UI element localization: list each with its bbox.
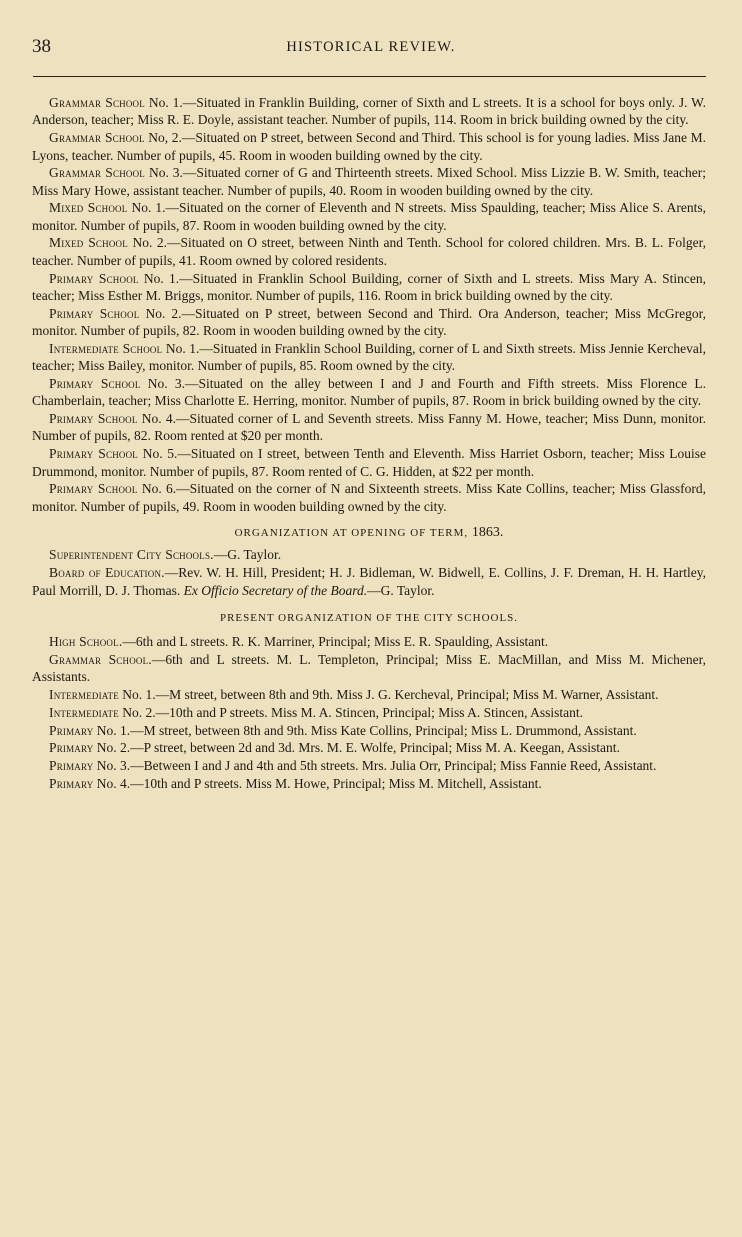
organization-year: 1863. [471,525,504,541]
board-italic: Ex Officio Secretary of the Board. [183,582,368,598]
entry-text: No. 1.—Situated in Franklin School Building, corner of Sixth and L streets. Miss Mary A. Stincen, teacher; Miss Esther M. Briggs, monitor. Number of pupils, 116. Room in brick building owned by the city. [32,270,706,303]
entry-text: No. 2.—Situated on O street, between Ninth and Tenth. School for colored children. Mrs. B. L. Folger, teacher. Number of pupils, 41. Room owned by colored residents. [32,235,706,268]
entry-text: No. 1.—Situated on the corner of Eleventh and N streets. Miss Spaulding, teacher; Miss Alice S. Arents, monitor. Number of pupils, 87. Room in wooden building owned by the city. [32,200,707,233]
organization-heading [32,524,706,542]
entry-text: No. 2.—Situated on P street, between Second and Third. Ora Anderson, teacher; Miss McGregor, monitor. Number of pupils, 82. Room in wooden building owned by the city. [32,305,707,339]
entry-text: No. 2.—P street, between 2d and 3d. Mrs. M. E. Wolfe, Principal; Miss M. A. Keegan, Assistant. [93,740,620,756]
list-item [32,704,706,721]
entry-text: No, 2.—Situated on P street, between Second and Third. This school is for young ladies. Miss Jane M. Lyons, teacher. Number of pupils, 45. Room in wooden building owned by the city. [32,130,706,163]
present-list [32,633,706,792]
entry-text: No. 3.—Situated on the alley between I and J and Fourth and Fifth streets. Miss Florence L. Chamberlain, teacher; Miss Charlotte E. Herring, monitor. Number of pupils, 87. Room in brick building owned by the city. [32,375,706,409]
board-paragraph [32,564,706,599]
entry-text: No. 4.—10th and P streets. Miss M. Howe, Principal; Miss M. Mitchell, Assistant. [93,775,542,791]
board-text: —Rev. W. H. Hill, President; H. J. Bidleman, W. Bidwell, E. Collins, J. F. Dreman, H. H. Hartley, Paul Morrill, D. J. Thomas. [32,565,706,598]
entry-label: Mixed School [49,200,128,216]
entry-text: No. 1.—Situated in Franklin Building, corner of Sixth and L streets. It is a school for boys only. J. W. Anderson, teacher; Miss R. E. Doyle, assistant teacher. Number of pupils, 114. Room in brick building owned by the city. [32,95,706,128]
list-item [32,94,706,129]
entry-label: Intermediate School [49,340,163,356]
entry-label: Primary School [49,375,141,391]
list-item [32,234,706,269]
board-label: Board of Education. [49,565,165,581]
list-item [32,199,706,234]
list-item [32,775,706,792]
entry-text: No. 1.—M street, between 8th and 9th. Miss J. G. Kercheval, Principal; Miss M. Warner, Assistant. [118,687,659,703]
list-item [32,633,706,650]
superintendent-paragraph [32,546,706,563]
entry-label: Intermediate [49,687,119,703]
entry-label: Primary [49,757,94,773]
entry-text: —6th and L streets. M. L. Templeton, Principal; Miss E. MacMillan, and Miss M. Michener, Assistants. [32,652,706,685]
schools-list [32,94,706,515]
entry-label: Mixed School [49,235,128,251]
list-item [32,739,706,756]
entry-text: No. 3.—Between I and J and 4th and 5th streets. Mrs. Julia Orr, Principal; Miss Fannie Reed, Assistant. [93,757,657,773]
header-rule [33,76,706,77]
entry-label: Grammar School. [49,652,152,668]
list-item [32,270,706,305]
list-item [32,757,706,774]
list-item [32,480,706,515]
board-end: —G. Taylor. [367,582,435,598]
entry-label: Grammar School [49,165,146,181]
entry-text: No. 4.—Situated corner of L and Seventh streets. Miss Fanny M. Howe, teacher; Miss Dunn, monitor. Number of pupils, 82. Room rented at $20 per month. [32,410,707,444]
entry-label: Primary School [49,410,138,426]
list-item [32,410,706,445]
entry-label: Grammar School [49,95,145,110]
page-body [32,94,706,792]
present-organization-heading: PRESENT ORGANIZATION OF THE CITY SCHOOLS. [219,611,519,624]
entry-label: Primary School [49,270,139,286]
entry-text: No. 1.—M street, between 8th and 9th. Miss Kate Collins, Principal; Miss L. Drummond, Assistant. [93,722,637,738]
entry-label: Primary [49,722,94,738]
entry-text: —6th and L streets. R. K. Marriner, Principal; Miss E. R. Spaulding, Assistant. [122,634,549,650]
entry-label: Intermediate [49,704,119,720]
superintendent-label: Superintendent City Schools. [49,547,214,563]
list-item [32,164,706,199]
entry-label: Primary School [49,446,139,462]
entry-label: Primary [49,740,94,756]
entry-text: No. 5.—Situated on I street, between Tenth and Eleventh. Miss Harriet Osborn, teacher; Miss Louise Drummond, monitor. Number of pupils, 87. Room rented of C. G. Hidden, at $22 per month. [32,446,707,479]
entry-label: Primary [49,775,94,791]
list-item [32,686,706,703]
entry-label: High School. [49,634,123,650]
list-item [32,445,706,480]
list-item [32,375,706,410]
list-item [32,305,706,340]
list-item [32,651,706,686]
list-item [32,340,706,375]
entry-text: No. 6.—Situated on the corner of N and Sixteenth streets. Miss Kate Collins, teacher; Miss Glassford, monitor. Number of pupils, 49. Room in wooden building owned by the city. [32,481,707,514]
entry-text: No. 2.—10th and P streets. Miss M. A. Stincen, Principal; Miss A. Stincen, Assistant. [118,704,584,720]
superintendent-text: —G. Taylor. [213,547,282,563]
entry-label: Grammar School [49,130,145,146]
entry-text: No. 1.—Situated in Franklin School Building, corner of L and Sixth streets. Miss Jennie Kercheval, teacher; Miss Bailey, monitor. Number of pupils, 85. Room owned by the city. [32,340,707,374]
list-item [32,722,706,739]
entry-text: No. 3.—Situated corner of G and Thirteenth streets. Mixed School. Miss Lizzie B. W. Smith, teacher; Miss Mary Howe, assistant teacher. Number of pupils, 40. Room in wooden building owned by the city. [32,165,706,198]
running-head: HISTORICAL REVIEW. [286,39,456,55]
page-number: 38 [32,36,51,57]
list-item [32,129,706,164]
entry-label: Primary School [49,481,138,497]
organization-heading-text: ORGANIZATION AT OPENING OF TERM, [234,527,469,540]
entry-label: Primary School [49,305,140,321]
